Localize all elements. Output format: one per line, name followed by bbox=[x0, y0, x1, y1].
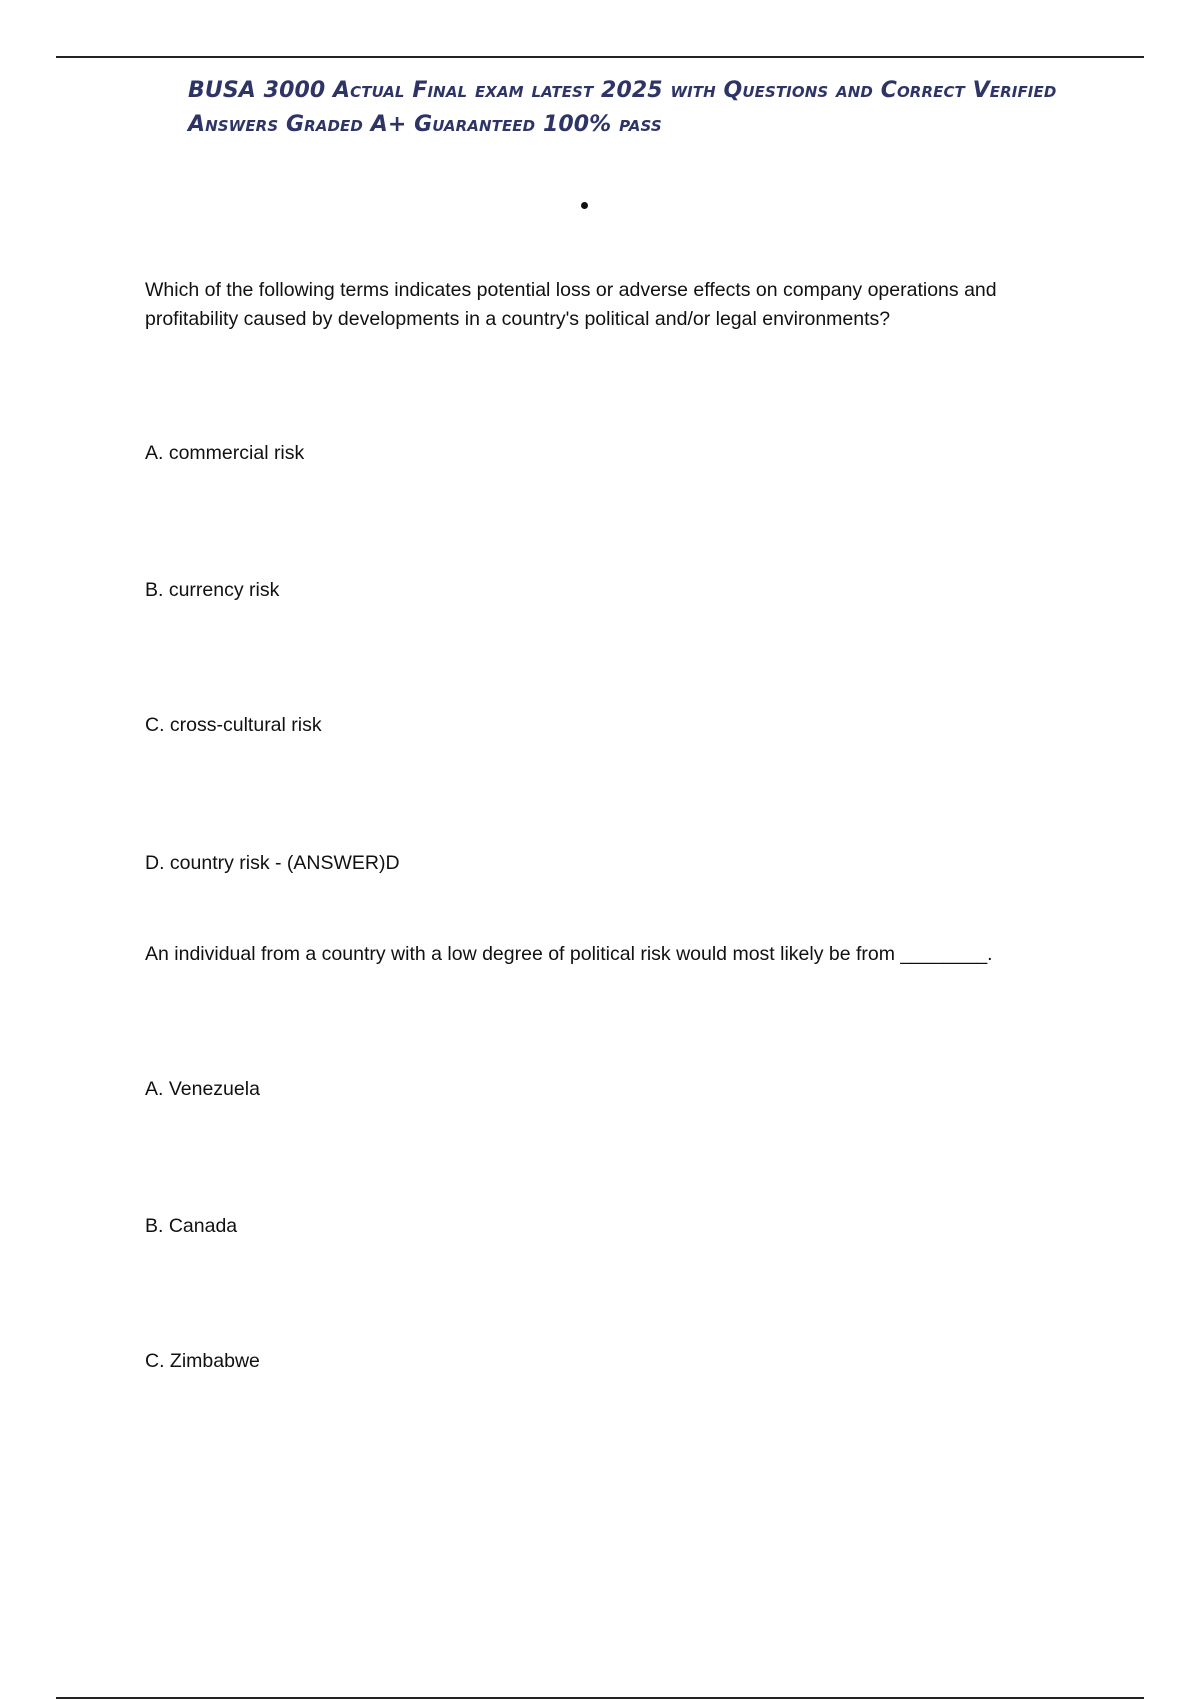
question-1-option-a: A. commercial risk bbox=[145, 442, 305, 464]
question-2-option-a: A. Venezuela bbox=[145, 1078, 260, 1100]
question-1-text: Which of the following terms indicates potential loss or adverse effects on company operations and profitability caused by developments in a country's political and/or legal environments? bbox=[145, 279, 997, 330]
question-2-text: An individual from a country with a low degree of political risk would most likely be from ________. bbox=[145, 943, 993, 965]
question-2-option-b: B. Canada bbox=[145, 1215, 238, 1237]
bullet-icon bbox=[581, 202, 588, 209]
question-1-option-d: D. country risk - (ANSWER)D bbox=[145, 852, 400, 874]
question-2-option-c: C. Zimbabwe bbox=[145, 1350, 260, 1372]
question-1-option-c: C. cross-cultural risk bbox=[145, 714, 322, 736]
document-title bbox=[188, 74, 1088, 142]
title-line-1: BUSA 3000 Actual Final exam latest 2025 with Questions and Correct Verified bbox=[188, 78, 1057, 103]
question-1-option-b: B. currency risk bbox=[145, 579, 280, 601]
title-line-2: Answers Graded A+ Guaranteed 100% pass bbox=[188, 112, 662, 137]
header-rule bbox=[56, 56, 1144, 58]
footer-rule bbox=[56, 1697, 1144, 1699]
